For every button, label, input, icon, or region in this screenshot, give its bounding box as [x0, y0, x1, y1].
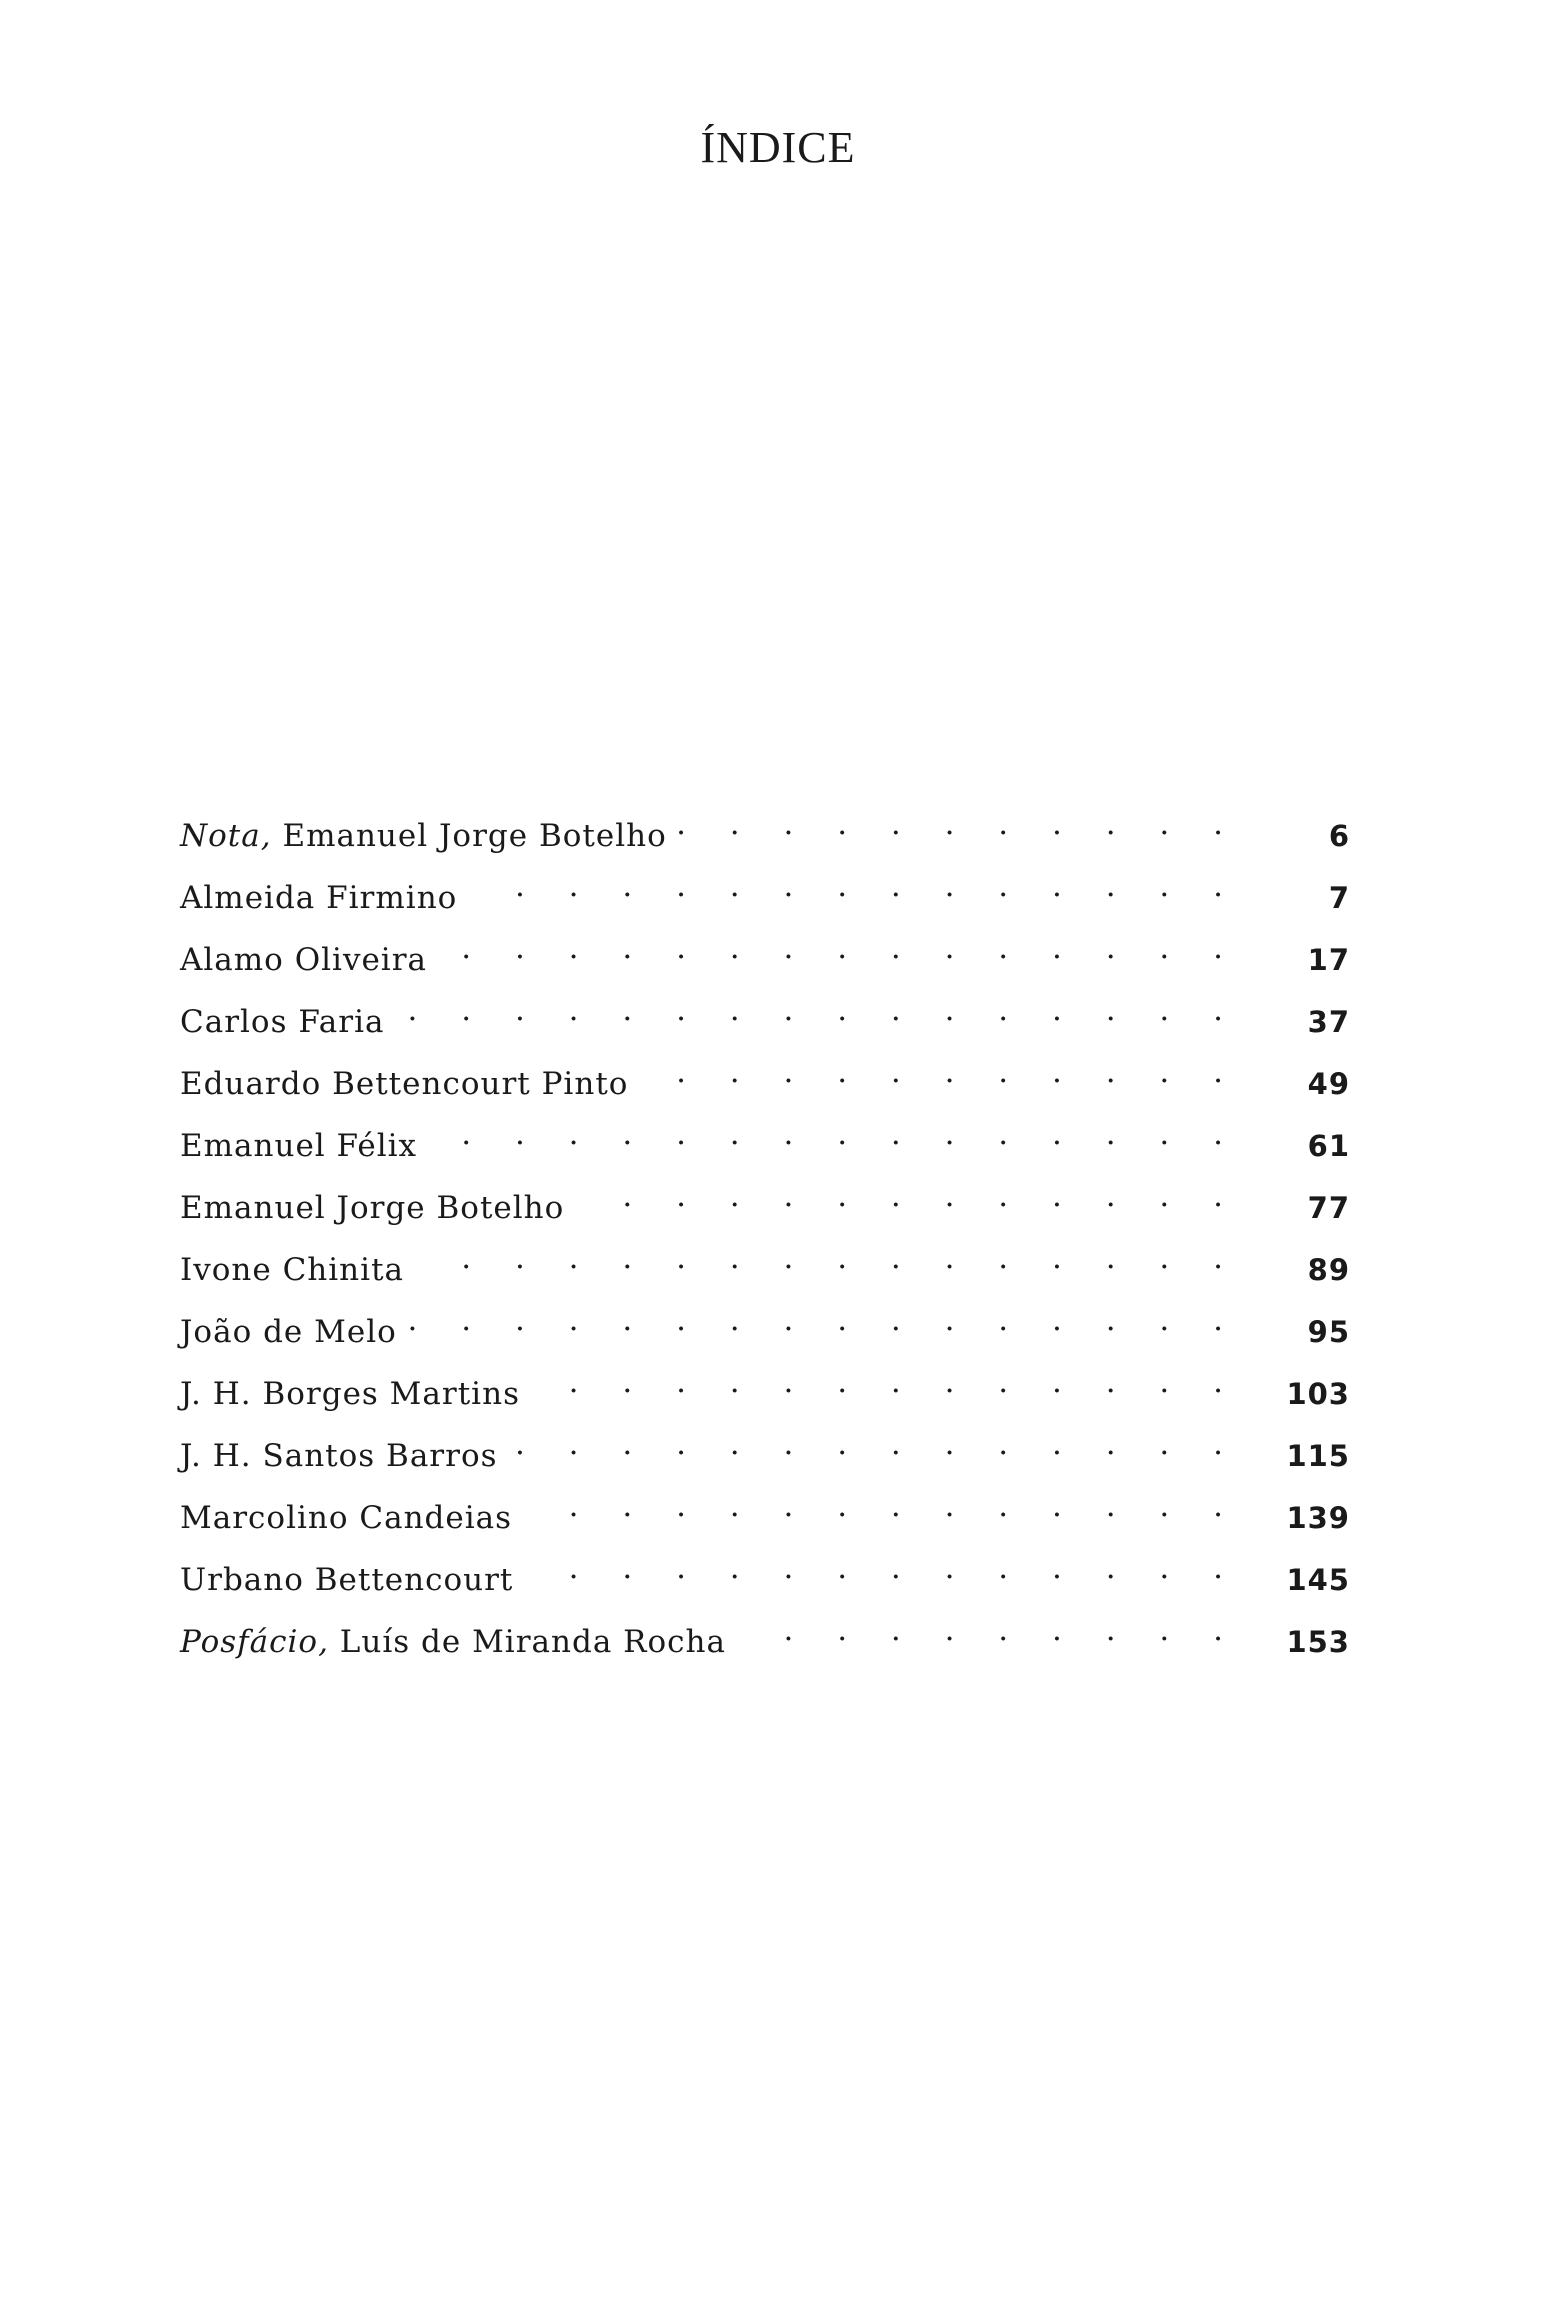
- toc-entry-label: J. H. Santos Barros: [180, 1438, 498, 1474]
- toc-entry: [180, 1242, 1350, 1304]
- toc-entry-title: [180, 1500, 524, 1536]
- toc-entry-title: [180, 1438, 510, 1474]
- toc-page-number: 103: [1286, 1377, 1350, 1411]
- toc-entry-label: Eduardo Bettencourt Pinto: [180, 1066, 629, 1102]
- toc-entry: [180, 1056, 1350, 1118]
- toc-entry: [180, 1180, 1350, 1242]
- toc-entry-label: Ivone Chinita: [180, 1252, 405, 1288]
- dot-leader: [469, 870, 1240, 908]
- toc-entry-title: [180, 1190, 576, 1226]
- toc-entry-title: [180, 1004, 396, 1040]
- toc-entry-label: João de Melo: [180, 1314, 397, 1350]
- dot-leader: [525, 1552, 1240, 1590]
- toc-entry: [180, 1118, 1350, 1180]
- toc-entry-title: [180, 942, 439, 978]
- dot-leader: [524, 1490, 1240, 1528]
- toc-entry-prefix: Nota,: [180, 818, 272, 854]
- toc-page-number: 7: [1328, 881, 1350, 915]
- dot-leader: [532, 1366, 1240, 1404]
- page-title: ÍNDICE: [700, 123, 856, 172]
- toc-page-number: 77: [1307, 1191, 1350, 1225]
- toc-entry-title: [180, 1066, 640, 1102]
- toc-page-number: 89: [1307, 1253, 1350, 1287]
- toc-entry-title: [180, 818, 679, 854]
- toc-entry-title: [180, 880, 469, 916]
- dot-leader: [416, 1242, 1240, 1280]
- dot-leader: [679, 808, 1240, 846]
- toc-page-number: 95: [1307, 1315, 1350, 1349]
- toc-entry: [180, 1490, 1350, 1552]
- toc-entry: [180, 1614, 1350, 1676]
- toc-entry-label: Almeida Firmino: [180, 880, 458, 916]
- toc-entry-label: Marcolino Candeias: [180, 1500, 513, 1536]
- toc-entry: [180, 1552, 1350, 1614]
- dot-leader: [409, 1304, 1240, 1342]
- toc-page-number: 49: [1307, 1067, 1350, 1101]
- toc-page-number: 37: [1307, 1005, 1350, 1039]
- toc-entry-prefix: Posfácio,: [180, 1624, 329, 1660]
- toc-entry-title: [180, 1252, 416, 1288]
- toc-entry-title: [180, 1376, 532, 1412]
- toc-page-number: 6: [1328, 819, 1350, 853]
- dot-leader: [738, 1614, 1240, 1652]
- toc-entry: [180, 932, 1350, 994]
- toc-entry-title: [180, 1314, 409, 1350]
- dot-leader: [510, 1428, 1240, 1466]
- toc-entry-label: Alamo Oliveira: [180, 942, 428, 978]
- dot-leader: [640, 1056, 1240, 1094]
- toc-entry: [180, 1304, 1350, 1366]
- toc-entry-title: [180, 1562, 525, 1598]
- toc-entry-label: Emanuel Jorge Botelho: [282, 818, 667, 854]
- dot-leader: [429, 1118, 1240, 1156]
- toc-entry-title: [180, 1624, 738, 1660]
- toc-page-number: 61: [1307, 1129, 1350, 1163]
- toc-entry-label: Urbano Bettencourt: [180, 1562, 514, 1598]
- toc-entry: [180, 994, 1350, 1056]
- toc-entry-label: Carlos Faria: [180, 1004, 385, 1040]
- toc-entry-label: Luís de Miranda Rocha: [339, 1624, 726, 1660]
- toc-page-number: 115: [1286, 1439, 1350, 1473]
- toc-page-number: 145: [1286, 1563, 1350, 1597]
- toc-entry-title: [180, 1128, 429, 1164]
- toc-entry: [180, 808, 1350, 870]
- toc-entry-label: Emanuel Jorge Botelho: [180, 1190, 565, 1226]
- toc-entry: [180, 1428, 1350, 1490]
- toc-entry: [180, 870, 1350, 932]
- toc-page-number: 153: [1286, 1625, 1350, 1659]
- dot-leader: [439, 932, 1240, 970]
- toc-entry-label: Emanuel Félix: [180, 1128, 418, 1164]
- toc-page-number: 139: [1286, 1501, 1350, 1535]
- dot-leader: [576, 1180, 1240, 1218]
- toc-entry: [180, 1366, 1350, 1428]
- dot-leader: [396, 994, 1240, 1032]
- toc-page-number: 17: [1307, 943, 1350, 977]
- table-of-contents: [180, 808, 1350, 1676]
- toc-entry-label: J. H. Borges Martins: [180, 1376, 520, 1412]
